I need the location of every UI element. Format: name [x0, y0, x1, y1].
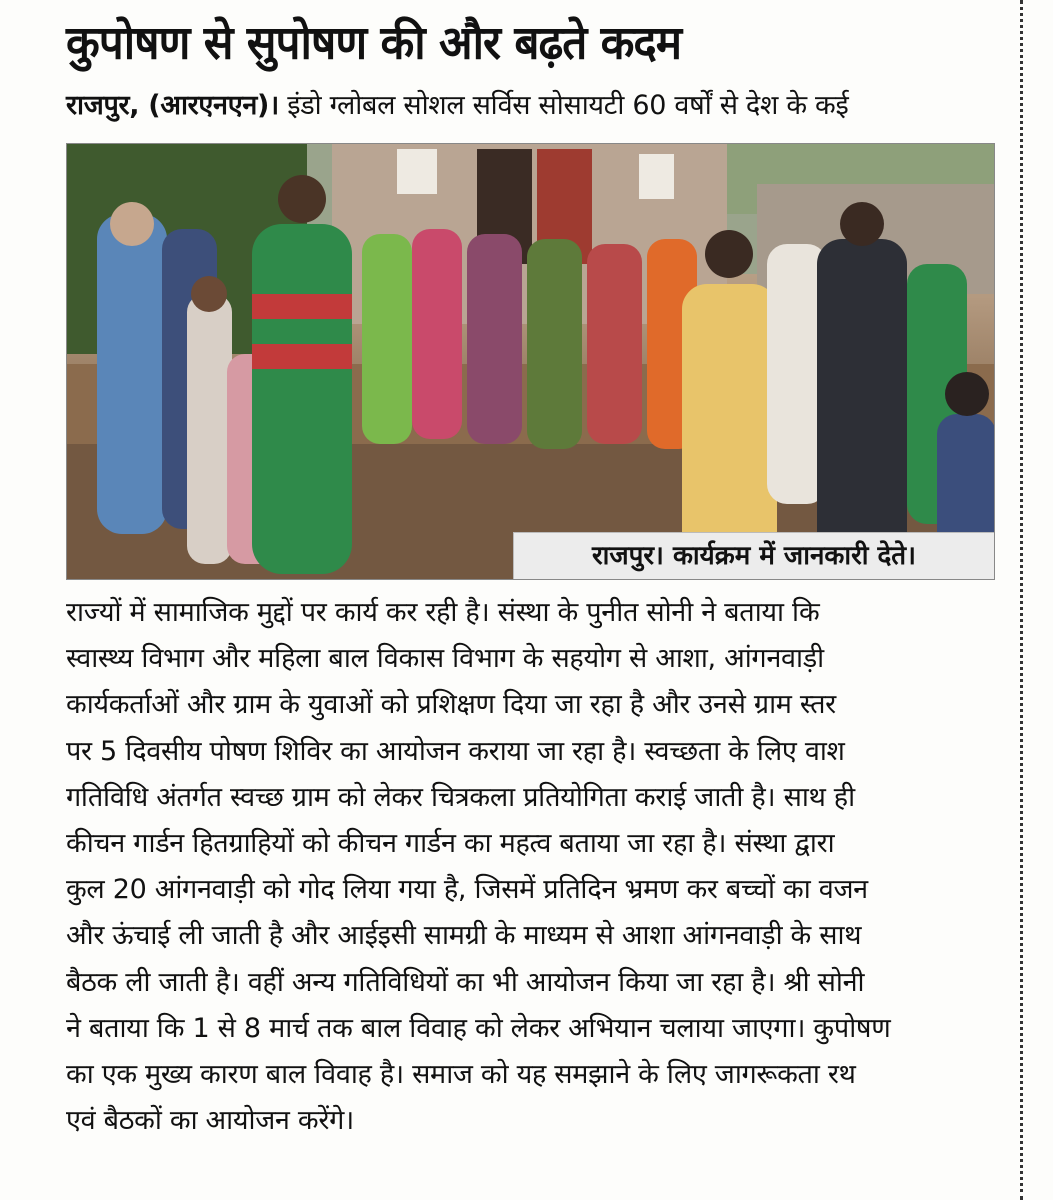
body-line: कीचन गार्डन हितग्राहियों को कीचन गार्डन का महत्व बताया जा रहा है। संस्था द्वारा — [66, 827, 835, 859]
body-line: एवं बैठकों का आयोजन करेंगे। — [66, 1105, 354, 1137]
body-line: ने बताया कि 1 से 8 मार्च तक बाल विवाह को लेकर अभियान चलाया जाएगा। कुपोषण — [66, 1012, 891, 1044]
column-divider — [1020, 0, 1023, 1200]
body-line: स्वास्थ्य विभाग और महिला बाल विकास विभाग के सहयोग से आशा, आंगनवाड़ी — [66, 643, 824, 675]
dateline: राजपुर, (आरएनएन)। — [66, 90, 279, 121]
photo-caption: राजपुर। कार्यक्रम में जानकारी देते। — [513, 532, 994, 579]
body-line: कार्यकर्ताओं और ग्राम के युवाओं को प्रशिक्षण दिया जा रहा है और उनसे ग्राम स्तर — [66, 689, 836, 721]
lead-text: इंडो ग्लोबल सोशल सर्विस सोसायटी 60 वर्षों से देश के कई — [279, 90, 849, 121]
body-line: राज्यों में सामाजिक मुद्दों पर कार्य कर रही है। संस्था के पुनीत सोनी ने बताया कि — [66, 597, 820, 628]
body-line: का एक मुख्य कारण बाल विवाह है। समाज को यह समझाने के लिए जागरूकता रथ — [66, 1058, 856, 1090]
news-photo — [66, 143, 995, 580]
article-body — [66, 590, 996, 1144]
lead-paragraph — [66, 84, 996, 128]
headline: कुपोषण से सुपोषण की और बढ़ते कदम — [66, 16, 682, 71]
photo-illustration — [67, 144, 995, 580]
body-line: बैठक ली जाती है। वहीं अन्य गतिविधियों का भी आयोजन किया जा रहा है। श्री सोनी — [66, 966, 865, 998]
body-line: गतिविधि अंतर्गत स्वच्छ ग्राम को लेकर चित्रकला प्रतियोगिता कराई जाती है। साथ ही — [66, 781, 855, 813]
body-line: और ऊंचाई ली जाती है और आईइसी सामग्री के माध्यम से आशा आंगनवाड़ी के साथ — [66, 920, 862, 952]
body-line: कुल 20 आंगनवाड़ी को गोद लिया गया है, जिसमें प्रतिदिन भ्रमण कर बच्चों का वजन — [66, 874, 868, 906]
body-line: पर 5 दिवसीय पोषण शिविर का आयोजन कराया जा रहा है। स्वच्छता के लिए वाश — [66, 735, 845, 767]
